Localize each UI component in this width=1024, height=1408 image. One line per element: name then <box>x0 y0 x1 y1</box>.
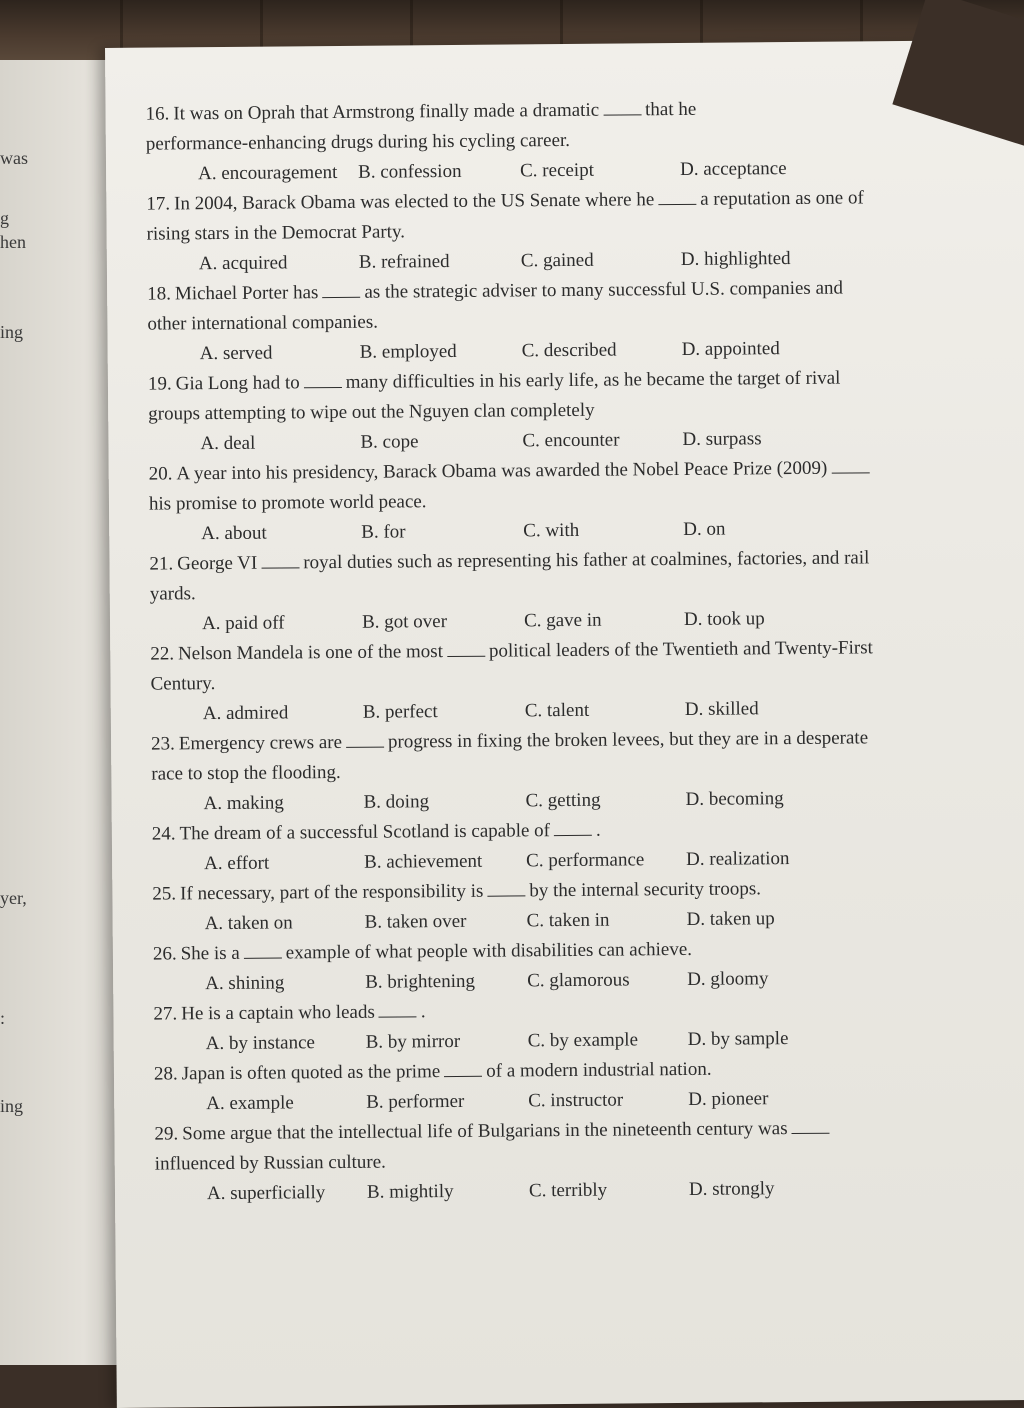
question-item <box>145 92 966 189</box>
question-text-after-blank: of a modern industrial nation. <box>486 1059 711 1082</box>
question-number: 27. <box>153 1003 177 1024</box>
question-text-before-blank: Gia Long had to <box>176 372 300 394</box>
answer-option: C. terribly <box>529 1175 689 1206</box>
question-text-continuation: groups attempting to wipe out the Nguyen clan completely <box>148 392 968 429</box>
answer-option: A. making <box>203 788 363 819</box>
answer-option: C. performance <box>526 845 686 876</box>
question-text-after-blank: . <box>421 1001 426 1022</box>
question-text-continuation: rising stars in the Democrat Party. <box>146 212 966 249</box>
answer-option: B. achievement <box>364 846 526 877</box>
answer-option: A. superficially <box>207 1178 367 1209</box>
question-text-continuation: race to stop the flooding. <box>151 752 971 789</box>
question-text-before-blank: Some argue that the intellectual life of Bulgarians in the nineteenth century was <box>182 1118 788 1144</box>
question-number: 24. <box>152 823 176 844</box>
answer-option: B. doing <box>363 786 525 817</box>
question-item <box>146 182 967 279</box>
question-text-before-blank: Nelson Mandela is one of the most <box>178 641 443 664</box>
answer-option: B. got over <box>362 606 524 637</box>
question-text-continuation: influenced by Russian culture. <box>155 1142 975 1179</box>
question-number: 29. <box>154 1123 178 1144</box>
answer-option: D. highlighted <box>681 244 841 275</box>
answer-option: C. encounter <box>522 425 682 456</box>
answer-option: B. brightening <box>365 966 527 997</box>
margin-fragment: ing <box>0 322 23 343</box>
answer-option: D. took up <box>684 604 844 635</box>
question-text-continuation: Century. <box>150 662 970 699</box>
answer-option: A. by instance <box>206 1028 366 1059</box>
question-text-after-blank: political leaders of the Twentieth and Twenty-First <box>489 637 873 661</box>
answer-option: D. appointed <box>682 334 842 365</box>
question-item <box>154 1052 974 1119</box>
question-text-after-blank: many difficulties in his early life, as he became the target of rival <box>346 368 841 393</box>
answer-option: D. by sample <box>688 1024 848 1055</box>
answer-option: B. confession <box>358 156 520 187</box>
answer-option: A. served <box>200 338 360 369</box>
margin-fragment: hen <box>0 232 26 253</box>
answer-option: D. becoming <box>685 784 845 815</box>
question-item <box>150 632 971 729</box>
answer-blank <box>322 283 360 298</box>
question-text-after-blank: a reputation as one of <box>700 187 864 209</box>
worksheet-page <box>105 40 1024 1408</box>
answer-option: B. for <box>361 516 523 547</box>
answer-option: D. realization <box>686 844 846 875</box>
answer-blank <box>603 100 641 115</box>
answer-option: A. encouragement <box>198 158 358 189</box>
margin-fragment: was <box>0 148 28 169</box>
answer-blank <box>304 373 342 388</box>
question-text-after-blank: as the strategic adviser to many successful U.S. companies and <box>364 278 843 303</box>
answer-blank <box>831 458 869 473</box>
margin-fragment: g <box>0 208 9 229</box>
answer-option: D. skilled <box>685 694 845 725</box>
answer-option: B. by mirror <box>366 1026 528 1057</box>
answer-option: C. glamorous <box>527 965 687 996</box>
answer-option: D. on <box>683 514 843 545</box>
question-item <box>153 992 973 1059</box>
margin-fragment: yer, <box>0 888 27 909</box>
answer-option: D. pioneer <box>688 1084 848 1115</box>
question-item <box>147 272 968 369</box>
question-item <box>149 452 970 549</box>
answer-option: C. taken in <box>527 905 687 936</box>
answer-blank <box>447 642 485 657</box>
answer-option: A. example <box>206 1088 366 1119</box>
question-text-before-blank: George VI <box>177 553 257 575</box>
question-number: 22. <box>150 643 174 664</box>
question-text-continuation: his promise to promote world peace. <box>149 482 969 519</box>
answer-option: A. admired <box>203 698 363 729</box>
answer-option: B. taken over <box>365 906 527 937</box>
answer-blank <box>261 553 299 568</box>
question-text-after-blank: example of what people with disabilities can achieve. <box>286 939 692 964</box>
answer-option: B. refrained <box>359 246 521 277</box>
question-item <box>154 1112 975 1209</box>
adjacent-page <box>0 60 120 1365</box>
question-number: 18. <box>147 283 171 304</box>
question-text-before-blank: Japan is often quoted as the prime <box>182 1061 441 1084</box>
question-text-before-blank: She is a <box>181 943 240 965</box>
answer-blank <box>379 1002 417 1017</box>
answer-option: C. getting <box>525 785 685 816</box>
answer-option: A. deal <box>200 428 360 459</box>
question-text-before-blank: Emergency crews are <box>179 732 342 754</box>
answer-option: D. gloomy <box>687 964 847 995</box>
answer-option: B. perfect <box>363 696 525 727</box>
question-item <box>152 812 972 879</box>
question-text-after-blank: royal duties such as representing his father at coalmines, factories, and rail <box>303 547 869 573</box>
question-text-before-blank: He is a captain who leads <box>181 1002 375 1025</box>
answer-option: A. taken on <box>205 908 365 939</box>
answer-option: B. employed <box>360 336 522 367</box>
answer-option: D. taken up <box>687 904 847 935</box>
answer-option: A. acquired <box>199 248 359 279</box>
answer-blank <box>791 1119 829 1134</box>
answer-option: A. paid off <box>202 608 362 639</box>
answer-option: B. cope <box>360 426 522 457</box>
answer-blank <box>444 1062 482 1077</box>
answer-option: C. by example <box>528 1025 688 1056</box>
question-number: 26. <box>153 943 177 964</box>
question-number: 23. <box>151 733 175 754</box>
question-text-continuation: other international companies. <box>147 302 967 339</box>
answer-option: C. gave in <box>524 605 684 636</box>
question-text-before-blank: If necessary, part of the responsibility is <box>180 881 483 905</box>
question-text-before-blank: The dream of a successful Scotland is capable of <box>180 820 551 844</box>
question-item <box>149 542 970 639</box>
answer-option: D. acceptance <box>680 154 840 185</box>
question-item <box>152 872 972 939</box>
question-number: 20. <box>149 463 173 484</box>
answer-option: C. talent <box>525 695 685 726</box>
question-text-after-blank: by the internal security troops. <box>529 878 761 901</box>
question-text-after-blank: progress in fixing the broken levees, but they are in a desperate <box>388 727 868 752</box>
question-item <box>153 932 973 999</box>
question-text-after-blank: . <box>596 820 601 841</box>
answer-blank <box>658 190 696 205</box>
answer-option: A. about <box>201 518 361 549</box>
question-text-after-blank: that he <box>645 99 696 120</box>
margin-fragment: : <box>0 1008 5 1029</box>
question-list <box>145 92 975 1209</box>
answer-option: C. instructor <box>528 1085 688 1116</box>
margin-fragment: ing <box>0 1096 23 1117</box>
question-number: 19. <box>148 373 172 394</box>
question-item <box>148 362 969 459</box>
answer-option: B. performer <box>366 1086 528 1117</box>
answer-option: C. receipt <box>520 155 680 186</box>
answer-options <box>155 1172 975 1209</box>
question-number: 25. <box>152 883 176 904</box>
question-text-before-blank: Michael Porter has <box>175 282 319 304</box>
question-text-continuation: performance-enhancing drugs during his cycling career. <box>146 122 966 159</box>
answer-blank <box>346 733 384 748</box>
question-number: 16. <box>145 103 169 124</box>
answer-blank <box>554 821 592 836</box>
question-number: 17. <box>146 193 170 214</box>
answer-option: C. gained <box>521 245 681 276</box>
answer-option: D. surpass <box>682 424 842 455</box>
question-number: 28. <box>154 1063 178 1084</box>
question-item <box>151 722 972 819</box>
answer-option: D. strongly <box>689 1174 849 1205</box>
answer-option: A. shining <box>205 968 365 999</box>
question-text-continuation: yards. <box>150 572 970 609</box>
question-text-before-blank: A year into his presidency, Barack Obama was awarded the Nobel Peace Prize (2009) <box>176 458 827 485</box>
question-number: 21. <box>149 553 173 574</box>
answer-option: C. described <box>522 335 682 366</box>
question-text-before-blank: It was on Oprah that Armstrong finally made a dramatic <box>173 100 599 125</box>
answer-option: B. mightily <box>367 1176 529 1207</box>
answer-option: C. with <box>523 515 683 546</box>
answer-option: A. effort <box>204 848 364 879</box>
question-text-before-blank: In 2004, Barack Obama was elected to the US Senate where he <box>174 189 654 214</box>
answer-blank <box>244 943 282 958</box>
answer-blank <box>487 881 525 896</box>
